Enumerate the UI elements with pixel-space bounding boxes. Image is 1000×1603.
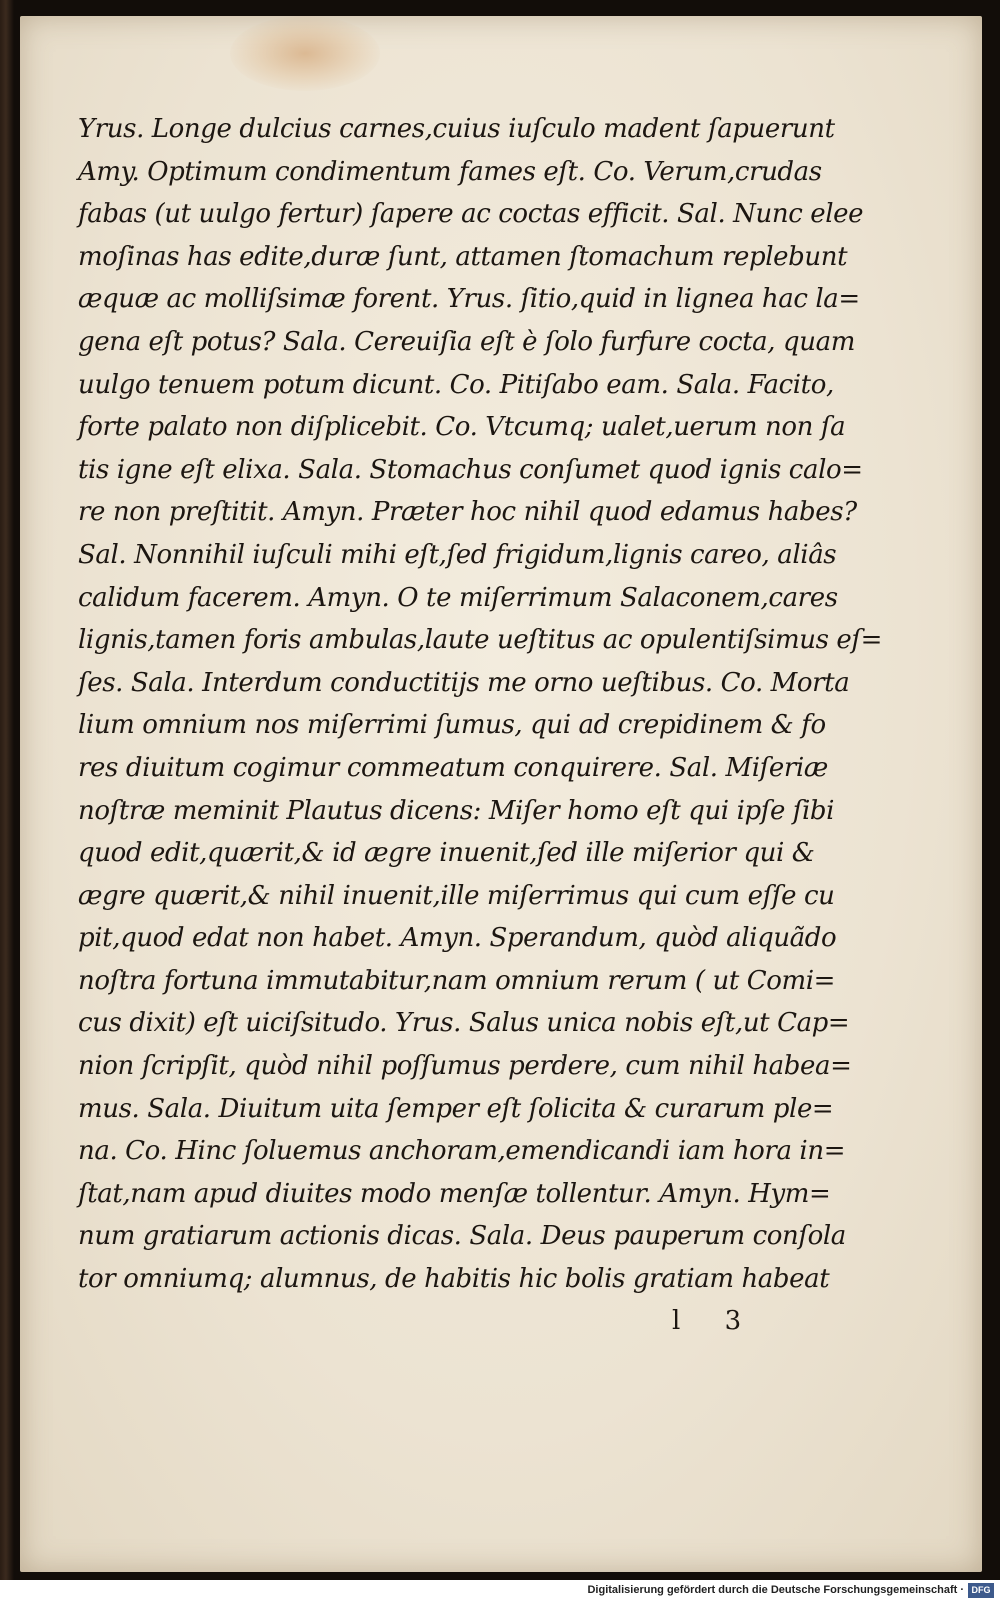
text-line: ſtat,nam apud diuites modo menſæ tollentur. Amyn. Hym= bbox=[78, 1178, 831, 1209]
text-block bbox=[78, 108, 882, 1301]
text-line: tis igne eſt elixa. Sala. Stomachus conſumet quod ignis calo= bbox=[78, 454, 863, 485]
funding-credit: Digitalisierung gefördert durch die Deutsche Forschungsgemeinschaft · bbox=[587, 1584, 964, 1596]
text-line: Sal. Nonnihil iuſculi mihi eſt,ſed frigidum,lignis careo, aliâs bbox=[78, 539, 837, 570]
text-line: noſtra fortuna immutabitur,nam omnium rerum ( ut Comi= bbox=[78, 965, 836, 996]
text-line: gena eſt potus? Sala. Cereuiſia eſt è ſolo furfure cocta, quam bbox=[78, 326, 855, 357]
dfg-logo-icon: DFG bbox=[968, 1583, 994, 1598]
page-number: l 3 bbox=[672, 1306, 760, 1336]
text-line: lium omnium nos miſerrimi ſumus, qui ad crepidinem & fo bbox=[78, 710, 826, 741]
book-page bbox=[20, 16, 982, 1572]
footer-bar bbox=[0, 1580, 1000, 1603]
text-line: na. Co. Hinc ſoluemus anchoram,emendicandi iam hora in= bbox=[78, 1136, 846, 1167]
text-line: ægre quærit,& nihil inuenit,ille miſerrimus qui cum eſſe cu bbox=[78, 880, 835, 911]
text-line: lignis,tamen foris ambulas,laute ueſtitus ac opulentiſsimus eſ= bbox=[78, 625, 882, 656]
text-line: nion ſcripſit, quòd nihil poſſumus perdere, cum nihil habea= bbox=[78, 1051, 852, 1082]
text-line: ſes. Sala. Interdum conductitijs me orno ueſtibus. Co. Morta bbox=[78, 667, 850, 698]
text-line: mus. Sala. Diuitum uita ſemper eſt ſolicita & curarum ple= bbox=[78, 1093, 834, 1124]
text-line: num gratiarum actionis dicas. Sala. Deus pauperum conſola bbox=[78, 1221, 846, 1252]
text-line: quod edit,quærit,& id ægre inuenit,ſed ille miſerior qui & bbox=[78, 838, 815, 869]
text-line: Amy. Optimum condimentum fames eſt. Co. Verum,crudas bbox=[78, 156, 822, 187]
text-line: calidum facerem. Amyn. O te miſerrimum Salaconem,cares bbox=[78, 582, 838, 613]
text-line: moſinas has edite,duræ ſunt, attamen ſtomachum replebunt bbox=[78, 241, 848, 272]
text-line: tor omniumq; alumnus, de habitis hic bolis gratiam habeat bbox=[78, 1264, 830, 1295]
text-line: noſtræ meminit Plautus dicens: Miſer homo eſt qui ipſe ſibi bbox=[78, 795, 835, 826]
text-line: forte palato non diſplicebit. Co. Vtcumq; ualet,uerum non ſa bbox=[78, 412, 846, 443]
text-line: fabas (ut uulgo fertur) ſapere ac coctas efficit. Sal. Nunc elee bbox=[78, 199, 864, 230]
text-line: pit,quod edat non habet. Amyn. Sperandum, quòd aliquãdo bbox=[78, 923, 837, 954]
text-line: æquæ ac molliſsimæ forent. Yrus. ſitio,quid in lignea hac la= bbox=[78, 284, 860, 315]
text-line: cus dixit) eſt uiciſsitudo. Yrus. Salus unica nobis eſt,ut Cap= bbox=[78, 1008, 850, 1039]
text-line: uulgo tenuem potum dicunt. Co. Pitiſabo eam. Sala. Facito, bbox=[78, 369, 834, 400]
text-line: re non preſtitit. Amyn. Præter hoc nihil quod edamus habes? bbox=[78, 497, 857, 528]
text-line: Yrus. Longe dulcius carnes,cuius iuſculo madent ſapuerunt bbox=[78, 114, 835, 144]
text-line: res diuitum cogimur commeatum conquirere. Sal. Miſeriæ bbox=[78, 752, 828, 783]
page-stain bbox=[230, 16, 380, 91]
